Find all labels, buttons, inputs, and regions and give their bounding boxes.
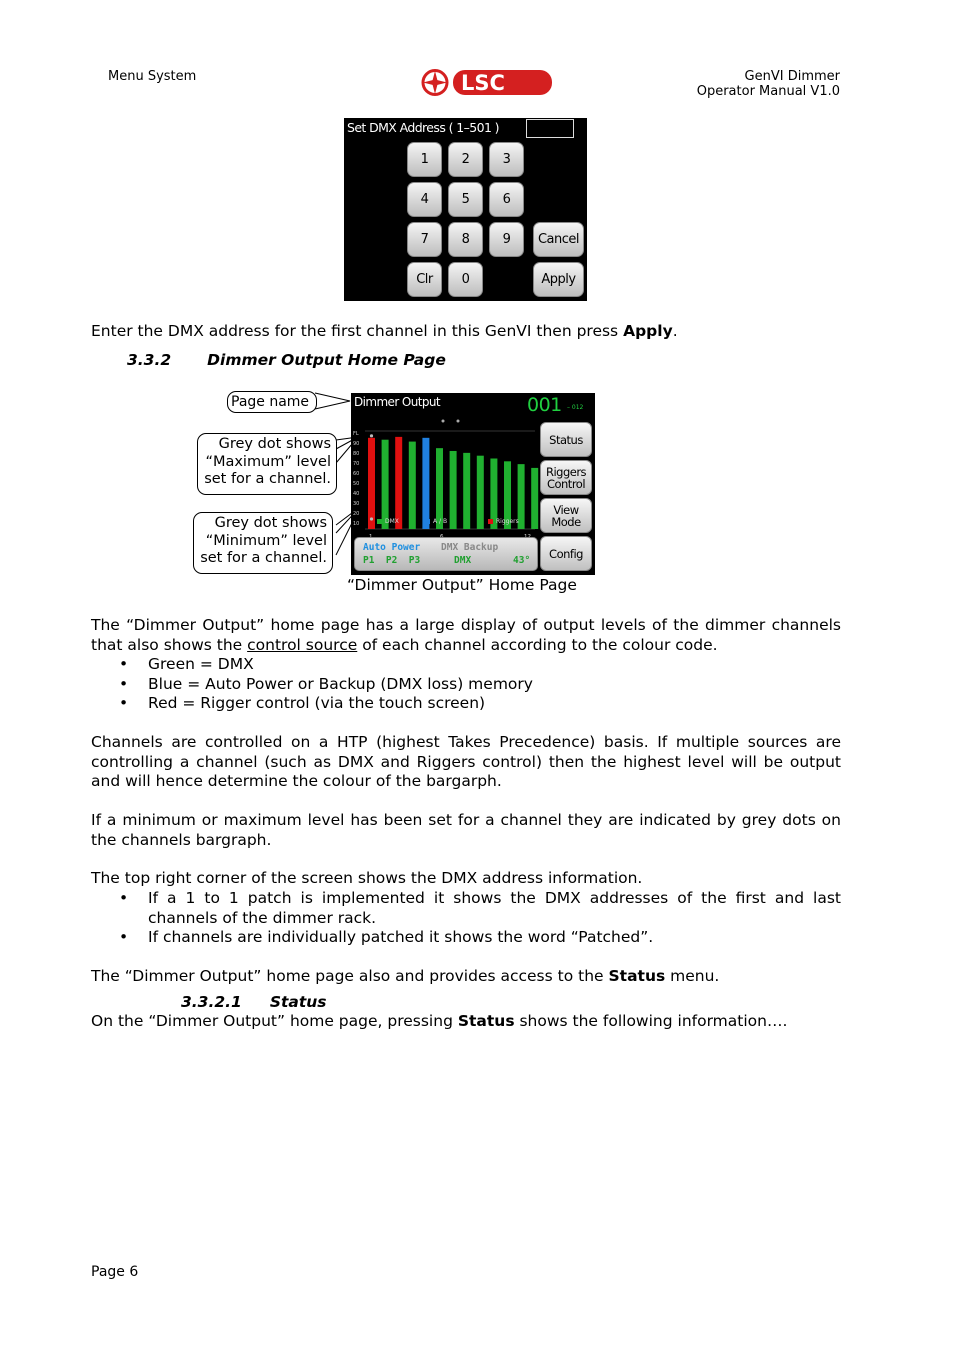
section-heading-3-3-2-1 — [181, 993, 327, 1011]
list-item: • If a 1 to 1 patch is implemented it shows the DMX addresses of the first and last channels of the dimmer rack. — [91, 889, 841, 928]
para1-end: . — [672, 322, 678, 340]
y-label: FL — [353, 431, 359, 437]
paragraph-htp: Channels are controlled on a HTP (highest Takes Precedence) basis. If multiple sources are controlling a channel (such as DMX and Riggers control) then the highest level will be output and will hence determine the colour of the bargarph. — [91, 733, 841, 791]
dmx-end-address: – 012 — [567, 404, 584, 411]
channel-bar — [395, 437, 402, 529]
callout-min-line2: “Minimum” level — [205, 532, 327, 549]
key-6[interactable]: 6 — [489, 182, 524, 217]
address-entry-field[interactable] — [526, 119, 574, 138]
y-label: 60 — [353, 471, 360, 477]
channel-bar — [382, 440, 389, 529]
y-label: 20 — [353, 511, 360, 517]
subsection-number: 3.3.2.1 — [181, 993, 242, 1011]
y-label: 90 — [353, 441, 360, 447]
channel-bar — [531, 468, 538, 529]
para7-text-a: On the “Dimmer Output” home page, pressing — [91, 1012, 458, 1030]
callout-max-line1: Grey dot shows — [218, 436, 331, 452]
dimmer-output-screen — [351, 393, 595, 575]
logo-text: LSC — [461, 71, 505, 95]
control-source-link[interactable]: control source — [247, 635, 358, 654]
para6-text-b: menu. — [665, 967, 720, 985]
list-item: • Blue = Auto Power or Backup (DMX loss) memory — [91, 675, 841, 695]
max-level-dot — [457, 420, 460, 423]
paragraph-status-access — [91, 967, 841, 987]
keypad-title: Set DMX Address ( 1–501 ) — [347, 120, 499, 135]
subsection-title: Status — [269, 993, 327, 1011]
config-button[interactable]: Config — [540, 536, 592, 571]
cancel-button[interactable]: Cancel — [533, 222, 584, 257]
callout-max-line2: “Maximum” level — [205, 453, 331, 470]
y-label: 50 — [353, 481, 360, 487]
legend-dmx: DMX — [385, 518, 399, 525]
section-number: 3.3.2 — [127, 351, 172, 369]
bargraph — [351, 413, 537, 533]
dmx-start-address: 001 — [527, 394, 562, 416]
bargraph-legend — [377, 518, 519, 525]
para6-bold: Status — [608, 967, 666, 985]
dmx-address-keypad-screen — [344, 118, 587, 301]
para2-text-a: The “Dimmer Output” home page has a large display of output levels of the dimmer channels that also shows the — [91, 616, 841, 654]
callout-max-line3: set for a channel. — [204, 471, 331, 487]
paragraph-dmx-address-info: The top right corner of the screen shows the DMX address information. — [91, 869, 643, 887]
level-limit-dot — [370, 434, 373, 437]
channel-bar — [436, 448, 443, 529]
y-label: 30 — [353, 501, 360, 507]
para2-text-b: of each channel according to the colour code. — [357, 635, 718, 654]
list-item: • Green = DMX — [91, 655, 841, 675]
callout-maximum-dot — [197, 433, 337, 495]
preset-labels: P1 P2 P3 — [363, 555, 421, 566]
legend-riggers-swatch — [488, 519, 493, 524]
page-number: Page 6 — [91, 1264, 139, 1280]
lsc-logo — [419, 67, 554, 98]
colour-code-list — [91, 655, 841, 714]
paragraph-enter-address — [91, 322, 841, 342]
list-item: • Red = Rigger control (via the touch screen) — [91, 694, 841, 714]
dmx-status-label: DMX — [454, 555, 472, 566]
key-3[interactable]: 3 — [489, 142, 524, 177]
legend-riggers: Riggers — [496, 518, 519, 525]
header-product: GenVI Dimmer — [744, 69, 840, 84]
key-2[interactable]: 2 — [448, 142, 483, 177]
screen-page-name: Dimmer Output — [354, 395, 440, 409]
header-doc-info — [697, 69, 840, 99]
paragraph-status-intro — [91, 1012, 841, 1032]
section-title: Dimmer Output Home Page — [207, 351, 446, 369]
source-status-bar[interactable] — [354, 537, 538, 571]
legend-ab: A / B — [433, 518, 448, 525]
temperature-readout: 43° — [513, 555, 531, 566]
para1-text: Enter the DMX address for the first channel in this GenVI then press — [91, 322, 624, 340]
view-mode-button[interactable]: View Mode — [540, 498, 592, 533]
key-0[interactable]: 0 — [448, 262, 483, 297]
section-heading-3-3-2 — [127, 351, 446, 369]
auto-power-label: Auto Power — [363, 542, 421, 553]
key-7[interactable]: 7 — [407, 222, 442, 257]
figure-caption: “Dimmer Output” Home Page — [347, 576, 577, 594]
riggers-control-button[interactable]: Riggers Control — [540, 460, 592, 495]
para7-bold: Status — [457, 1012, 515, 1030]
list-item: • If channels are individually patched it shows the word “Patched”. — [91, 928, 841, 948]
para1-bold: Apply — [623, 322, 673, 340]
callout-minimum-dot — [193, 512, 333, 574]
paragraph-home-page-description — [91, 616, 841, 655]
callout-min-line1: Grey dot shows — [214, 515, 327, 531]
para6-text-a: The “Dimmer Output” home page also and provides access to the — [91, 967, 609, 985]
y-label: 70 — [353, 461, 360, 467]
key-clear[interactable]: Clr — [407, 262, 442, 297]
legend-ab-swatch — [425, 519, 430, 524]
status-button[interactable]: Status — [540, 422, 592, 457]
para7-text-b: shows the following information…. — [514, 1012, 788, 1030]
key-1[interactable]: 1 — [407, 142, 442, 177]
max-level-dot — [442, 420, 445, 423]
header-manual-version: Operator Manual V1.0 — [696, 84, 840, 99]
dmx-backup-label: DMX Backup — [441, 542, 499, 553]
y-label: 40 — [353, 491, 360, 497]
key-4[interactable]: 4 — [407, 182, 442, 217]
y-label: 80 — [353, 451, 360, 457]
channel-bar — [409, 442, 416, 529]
channel-bar — [422, 438, 429, 529]
header-section-title: Menu System — [108, 69, 197, 84]
key-5[interactable]: 5 — [448, 182, 483, 217]
paragraph-min-max: If a minimum or maximum level has been set for a channel they are indicated by grey dots on the channels bargraph. — [91, 811, 841, 849]
callout-page-name: Page name — [227, 391, 317, 413]
channel-bar — [368, 438, 375, 529]
legend-dmx-swatch — [377, 519, 382, 524]
level-limit-dot — [370, 517, 373, 520]
y-label: 10 — [353, 521, 360, 527]
callout-min-line3: set for a channel. — [200, 550, 327, 566]
key-9[interactable]: 9 — [489, 222, 524, 257]
apply-button[interactable]: Apply — [533, 262, 584, 297]
key-8[interactable]: 8 — [448, 222, 483, 257]
patch-info-list — [91, 889, 841, 948]
